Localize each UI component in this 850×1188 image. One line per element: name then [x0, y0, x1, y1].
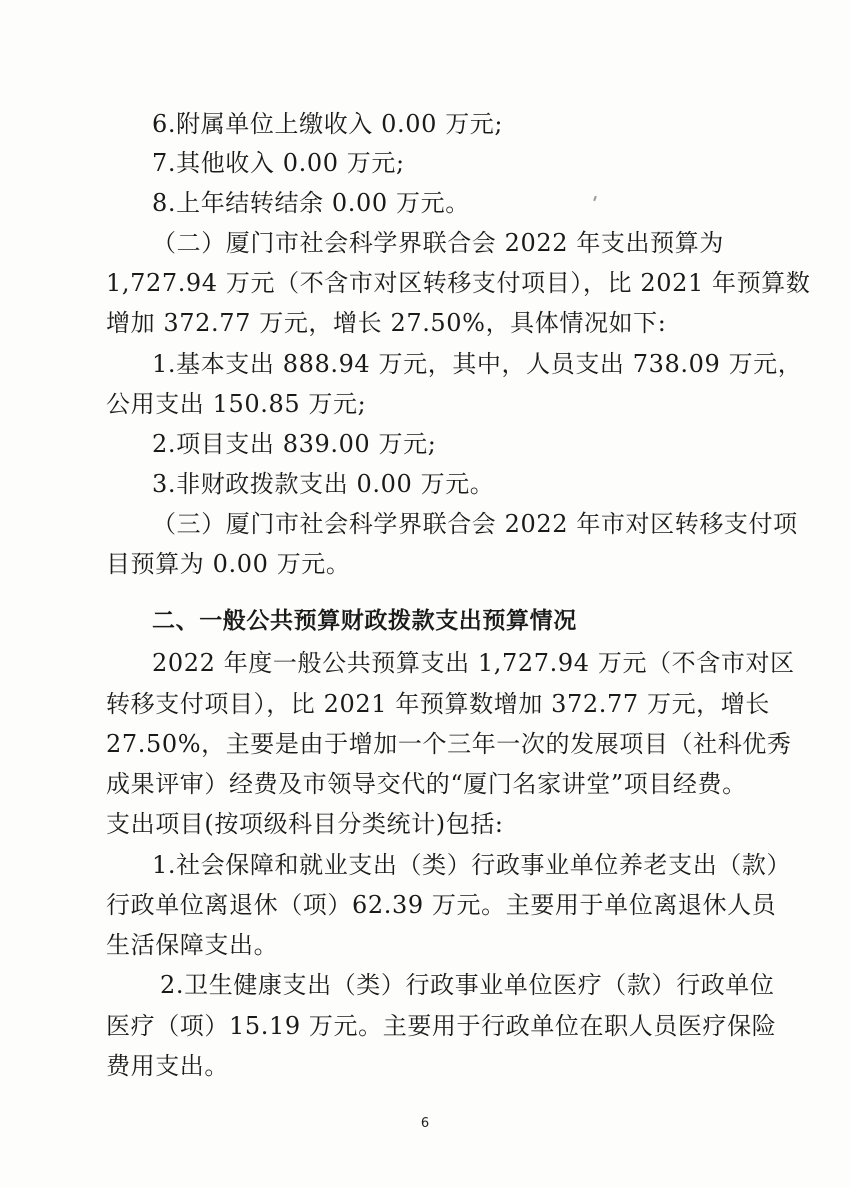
section-heading: 二、一般公共预算财政拨款支出预算情况 [152, 608, 577, 634]
text-line-public-expense: 公用支出 150.85 万元; [106, 390, 367, 418]
text-line-general-budget-1: 2022 年度一般公共预算支出 1,727.94 万元（不含市对区 [152, 649, 795, 677]
text-line-section-2-growth: 增加 372.77 万元，增长 27.50%，具体情况如下: [106, 309, 667, 337]
text-line-income-7: 7.其他收入 0.00 万元; [152, 149, 405, 177]
text-line-section-3-intro: （三）厦门市社会科学界联合会 2022 年市对区转移支付项 [152, 510, 798, 538]
text-line-item-2-a: 2.卫生健康支出（类）行政事业单位医疗（款）行政单位 [160, 971, 775, 999]
text-line-section-2-intro: （二）厦门市社会科学界联合会 2022 年支出预算为 [152, 229, 724, 257]
page-number: 6 [420, 1116, 430, 1131]
text-line-income-8: 8.上年结转结余 0.00 万元。 [152, 189, 470, 217]
text-line-general-budget-2: 转移支付项目），比 2021 年预算数增加 372.77 万元，增长 [106, 690, 770, 718]
text-line-item-1-c: 生活保障支出。 [106, 931, 279, 959]
text-line-item-1-b: 行政单位离退休（项）62.39 万元。主要用于单位离退休人员 [106, 891, 777, 919]
text-line-non-fiscal-expense: 3.非财政拨款支出 0.00 万元。 [152, 470, 495, 498]
text-line-general-budget-3: 27.50%，主要是由于增加一个三年一次的发展项目（社科优秀 [106, 730, 792, 758]
text-line-general-budget-4: 成果评审）经费及市领导交代的“厦门名家讲堂”项目经费。 [106, 770, 747, 798]
text-line-project-expense: 2.项目支出 839.00 万元; [152, 430, 437, 458]
text-line-section-3-total: 目预算为 0.00 万元。 [106, 550, 351, 578]
text-line-item-2-b: 医疗（项）15.19 万元。主要用于行政单位在职人员医疗保险 [106, 1012, 777, 1040]
text-line-section-2-total: 1,727.94 万元（不含市对区转移支付项目），比 2021 年预算数 [106, 269, 811, 297]
text-line-income-6: 6.附属单位上缴收入 0.00 万元; [152, 110, 504, 138]
text-line-basic-expense: 1.基本支出 888.94 万元，其中，人员支出 738.09 万元， [152, 350, 803, 378]
text-line-item-2-c: 费用支出。 [106, 1052, 229, 1080]
text-line-general-budget-5: 支出项目(按项级科目分类统计)包括: [106, 810, 504, 838]
scan-speck [593, 196, 597, 201]
text-line-item-1-a: 1.社会保障和就业支出（类）行政事业单位养老支出（款） [152, 851, 792, 879]
